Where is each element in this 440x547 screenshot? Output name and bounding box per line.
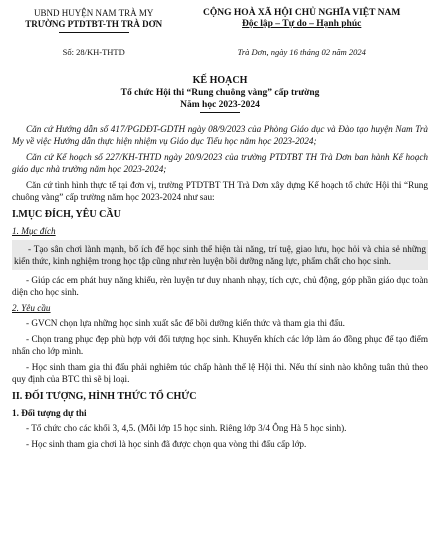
subheading-participants: 1. Đối tượng dự thi <box>12 408 87 418</box>
issuer-underline <box>59 32 129 33</box>
participant-item-2: - Học sinh tham gia chơi là học sinh đã được chọn qua vòng thi đấu cấp lớp. <box>26 439 307 449</box>
national-motto-block <box>175 8 428 33</box>
intro-paragraph: Căn cứ tình hình thực tế tại đơn vị, trường PTDTBT TH Trà Dơn xây dựng Kế hoạch tổ chức Hội thi “Rung chuông vàng” cấp trường năm học 2023-2024 như sau: <box>12 180 428 202</box>
issuer-school: TRƯỜNG PTDTBT-TH TRÀ DƠN <box>25 19 163 29</box>
document-header <box>12 8 428 33</box>
requirement-item-3: - Học sinh tham gia thi đấu phải nghiêm túc chấp hành thể lệ Hội thi. Nếu thí sinh nào không tuân thủ theo quy định của BTC thì sẽ bị loại. <box>12 362 428 384</box>
participant-item-1: - Tổ chức cho các khối 3, 4,5. (Mỗi lớp 15 học sinh. Riêng lớp 3/4 Ông Hà 5 học sinh). <box>26 423 347 433</box>
subheading-purpose: 1. Mục đích <box>12 226 56 236</box>
national-title: CỘNG HOÀ XÃ HỘI CHỦ NGHĨA VIỆT NAM <box>203 8 401 18</box>
purpose-item-2: - Giúp các em phát huy năng khiếu, rèn luyện tư duy nhanh nhạy, tích cực, chủ động, góp phần giáo dục toàn diện cho học sinh. <box>12 275 428 297</box>
legal-basis-2: Căn cứ Kế hoạch số 227/KH-THTD ngày 20/9/2023 của trường PTDTBT TH Trà Dơn ban hành Kế hoạch giáo dục nhà trường năm học 2023-2024; <box>12 152 428 174</box>
national-motto: Độc lập – Tự do – Hạnh phúc <box>242 19 362 29</box>
issuer-block <box>12 8 175 33</box>
subheading-requirements: 2. Yêu cầu <box>12 303 51 313</box>
title-underline <box>200 112 240 113</box>
requirement-item-1: - GVCN chọn lựa những học sinh xuất sắc để bồi dưỡng kiến thức và tham gia thi đấu. <box>26 318 345 328</box>
document-title: KẾ HOẠCH <box>192 75 248 86</box>
issuer-authority: UBND HUYỆN NAM TRÀ MY <box>34 8 154 18</box>
place-date: Trà Dơn, ngày 16 tháng 02 năm 2024 <box>237 47 366 57</box>
legal-basis-1: Căn cứ Hướng dẫn số 417/PGDĐT-GDTH ngày 08/9/2023 của Phòng Giáo dục và Đào tạo huyện Nam Trà My về việc Hướng dẫn thực hiện nhiệm vụ Giáo dục Tiểu học năm học 2023-2024; <box>12 124 428 146</box>
purpose-item-1: - Tạo sân chơi lành mạnh, bổ ích để học sinh thể hiện tài năng, trí tuệ, giao lưu, học hỏi và chia sẻ những kiến thức, kinh nghiệm trong học tập cũng như rèn luyện bồi dưỡng năng lực, phẩm chất cho học sinh. <box>12 240 428 270</box>
document-body <box>12 123 428 450</box>
document-number: Số: 28/KH-THTD <box>62 47 125 57</box>
document-subtitle: Tổ chức Hội thi “Rung chuông vàng” cấp trường <box>120 88 320 98</box>
section-heading-2: II. ĐỐI TƯỢNG, HÌNH THỨC TỔ CHỨC <box>12 391 197 402</box>
document-school-year: Năm học 2023-2024 <box>180 100 260 110</box>
document-meta <box>12 47 428 57</box>
requirement-item-2: - Chọn trang phục đẹp phù hợp với đối tượng học sinh. Khuyến khích các lớp làm áo đồng phục để tạo điểm nhấn cho lớp mình. <box>12 334 428 356</box>
section-heading-1: I.MỤC ĐÍCH, YÊU CẦU <box>12 209 121 220</box>
